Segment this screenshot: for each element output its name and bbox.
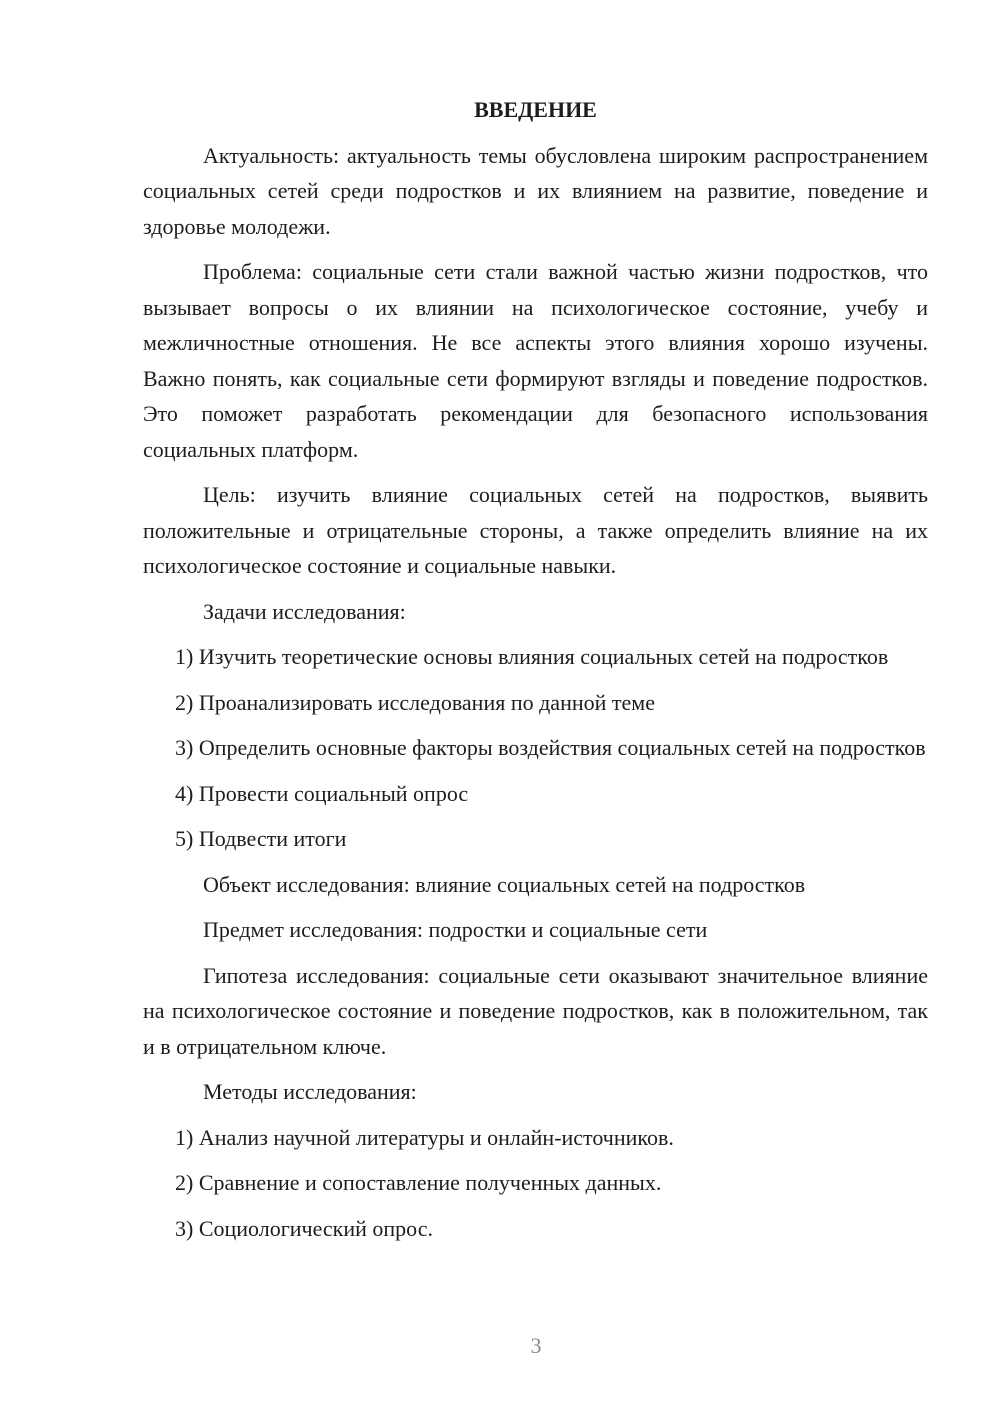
task-item: 4) Провести социальный опрос xyxy=(175,780,469,806)
method-item: 2) Сравнение и сопоставление полученных данных. xyxy=(175,1170,662,1195)
method-item: 3) Социологический опрос. xyxy=(175,1215,433,1241)
subject-line: Предмет исследования: подростки и социальные сети xyxy=(203,917,708,942)
page-title: ВВЕДЕНИЕ xyxy=(474,97,597,122)
hypothesis-paragraph: Гипотеза исследования: социальные сети оказывают значительное влияние на психологическое состояние и поведение подростков, как в положительном, так и в отрицательном ключе. xyxy=(143,962,928,1059)
task-item: 5) Подвести итоги xyxy=(175,826,347,851)
method-item: 1) Анализ научной литературы и онлайн-источников. xyxy=(175,1124,674,1150)
object-line: Объект исследования: влияние социальных сетей на подростков xyxy=(203,871,806,897)
task-item: 2) Проанализировать исследования по данной теме xyxy=(175,689,655,715)
problem-paragraph: Проблема: социальные сети стали важной частью жизни подростков, что вызывает вопросы о их влиянии на психологическое состояние, учебу и межличностные отношения. Не все аспекты этого влияния хорошо изучены. Важно понять, как социальные сети формируют взгляды и поведение подростков. Это поможет разработать рекомендации для безопасного использования социальных платформ. xyxy=(143,259,928,462)
task-item: 1) Изучить теоретические основы влияния социальных сетей на подростков xyxy=(175,644,889,669)
task-item: 3) Определить основные факторы воздействия социальных сетей на подростков xyxy=(175,735,926,760)
goal-paragraph: Цель: изучить влияние социальных сетей на подростков, выявить положительные и отрицательные стороны, а также определить влияние на их психологическое состояние и социальные навыки. xyxy=(143,482,928,578)
document-page xyxy=(143,92,928,1256)
page-number: 3 xyxy=(530,1333,542,1358)
relevance-paragraph: Актуальность: актуальность темы обусловлена широким распространением социальных сетей среди подростков и их влиянием на развитие, поведение и здоровье молодежи. xyxy=(143,142,928,239)
tasks-heading: Задачи исследования: xyxy=(203,598,406,624)
methods-heading: Методы исследования: xyxy=(203,1079,417,1104)
